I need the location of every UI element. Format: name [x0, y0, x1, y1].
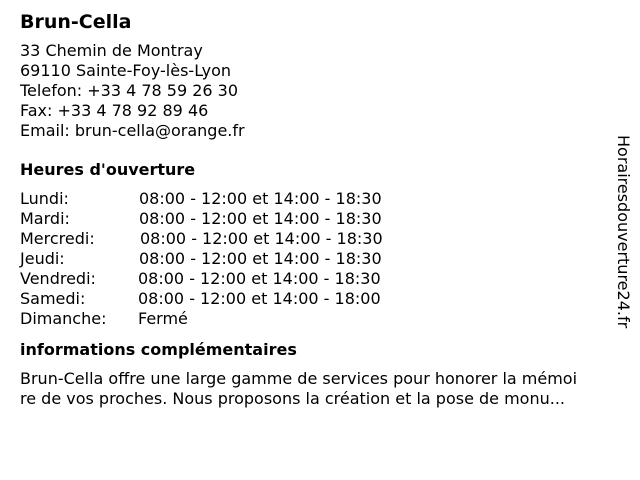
- hours-row-tuesday: [20, 209, 620, 229]
- day-hours: 08:00 - 12:00 et 14:00 - 18:30: [140, 229, 383, 248]
- day-hours: Fermé: [138, 309, 188, 328]
- day-hours: 08:00 - 12:00 et 14:00 - 18:30: [139, 249, 382, 268]
- day-label: Dimanche:: [20, 309, 107, 328]
- day-hours: 08:00 - 12:00 et 14:00 - 18:30: [139, 209, 382, 228]
- hours-row-sunday: [20, 309, 620, 329]
- day-hours: 08:00 - 12:00 et 14:00 - 18:30: [138, 269, 381, 288]
- day-hours: 08:00 - 12:00 et 14:00 - 18:30: [139, 189, 382, 208]
- day-label: Mardi:: [20, 209, 70, 228]
- hours-row-friday: [20, 269, 620, 289]
- day-label: Vendredi:: [20, 269, 96, 288]
- hours-row-thursday: [20, 249, 620, 269]
- fax-number: Fax: +33 4 78 92 89 46: [20, 101, 209, 120]
- business-name: Brun-Cella: [20, 11, 132, 33]
- business-card: [20, 10, 620, 409]
- hours-row-monday: [20, 189, 620, 209]
- day-label: Mercredi:: [20, 229, 95, 248]
- hours-row-wednesday: [20, 229, 620, 249]
- hours-row-saturday: [20, 289, 620, 309]
- opening-hours-table: [20, 189, 620, 329]
- postal-city: 69110 Sainte-Foy-lès-Lyon: [20, 61, 232, 80]
- opening-hours-heading: Heures d'ouverture: [20, 160, 196, 179]
- day-label: Samedi:: [20, 289, 86, 308]
- info-text-line: re de vos proches. Nous proposons la création et la pose de monu...: [20, 389, 565, 408]
- additional-info-heading: informations complémentaires: [20, 340, 297, 359]
- additional-info-text: [20, 369, 620, 409]
- site-watermark: Horairesdouverture24.fr: [614, 135, 633, 329]
- phone-number: Telefon: +33 4 78 59 26 30: [20, 81, 239, 100]
- address-block: [20, 41, 620, 141]
- day-label: Lundi:: [20, 189, 69, 208]
- email-address: Email: brun-cella@orange.fr: [20, 121, 245, 140]
- day-label: Jeudi:: [20, 249, 65, 268]
- day-hours: 08:00 - 12:00 et 14:00 - 18:00: [138, 289, 381, 308]
- street-address: 33 Chemin de Montray: [20, 41, 203, 60]
- info-text-line: Brun-Cella offre une large gamme de services pour honorer la mémoi: [20, 369, 578, 388]
